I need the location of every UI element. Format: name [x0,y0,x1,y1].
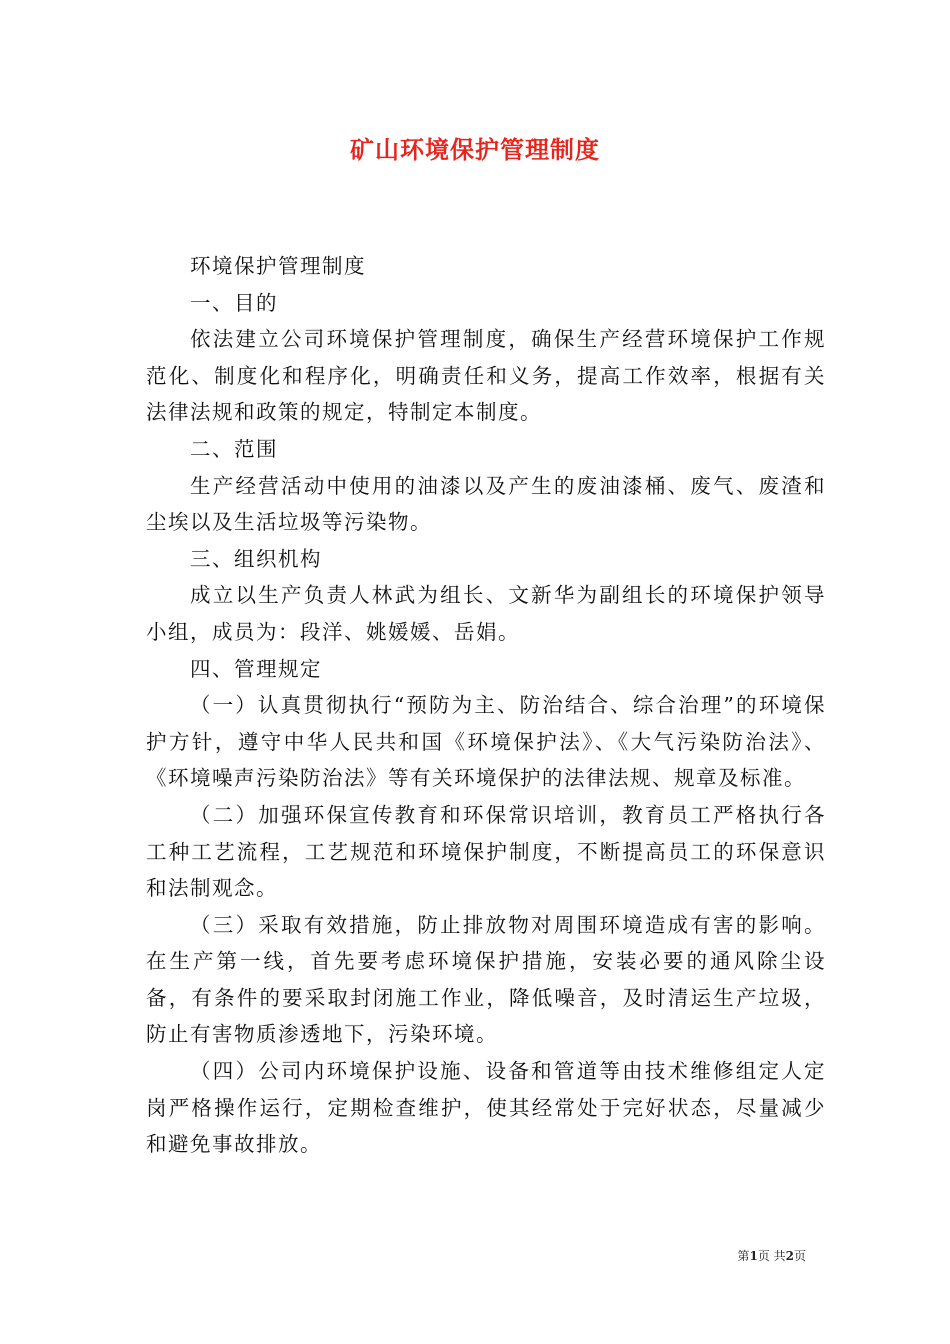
paragraph-rule-1: （一）认真贯彻执行“预防为主、防治结合、综合治理”的环境保护方针，遵守中华人民共和国《环境保护法》、《大气污染防治法》、《环境噪声污染防治法》等有关环境保护的法律法规、规章及标准。 [146,693,826,791]
section-heading-rules: 四、管理规定 [190,656,322,681]
document-body [146,248,826,1163]
paragraph-rule-2: （二）加强环保宣传教育和环保常识培训，教育员工严格执行各工种工艺流程，工艺规范和环境保护制度，不断提高员工的环保意识和法制观念。 [146,802,826,901]
footer-page-number: 1 [749,1249,758,1263]
footer-total-pages: 2 [785,1249,794,1263]
paragraph-purpose: 依法建立公司环境保护管理制度，确保生产经营环境保护工作规范化、制度化和程序化，明确责任和义务，提高工作效率，根据有关法律法规和政策的规定，特制定本制度。 [146,327,826,425]
paragraph-scope: 生产经营活动中使用的油漆以及产生的废油漆桶、废气、废渣和尘埃以及生活垃圾等污染物。 [146,473,826,535]
section-heading-scope: 二、范围 [190,436,278,461]
footer-suffix: 页 [793,1249,806,1263]
paragraph-organization: 成立以生产负责人林武为组长、文新华为副组长的环境保护领导小组，成员为：段洋、姚媛媛、岳娟。 [146,583,826,644]
footer-middle: 页 共 [757,1249,786,1263]
section-heading-organization: 三、组织机构 [190,546,322,571]
footer-prefix: 第 [737,1249,750,1263]
document-title: 矿山环境保护管理制度 [350,135,600,164]
page-footer [737,1247,806,1265]
section-heading-purpose: 一、目的 [190,290,278,315]
paragraph-rule-4: （四）公司内环境保护设施、设备和管道等由技术维修组定人定岗严格操作运行，定期检查维护，使其经常处于完好状态，尽量减少和避免事故排放。 [146,1059,826,1157]
subtitle-paragraph: 环境保护管理制度 [190,254,366,278]
paragraph-rule-3: （三）采取有效措施，防止排放物对周围环境造成有害的影响。在生产第一线，首先要考虑环境保护措施，安装必要的通风除尘设备，有条件的要采取封闭施工作业，降低噪音，及时清运生产垃圾，防止有害物质渗透地下，污染环境。 [146,912,826,1047]
